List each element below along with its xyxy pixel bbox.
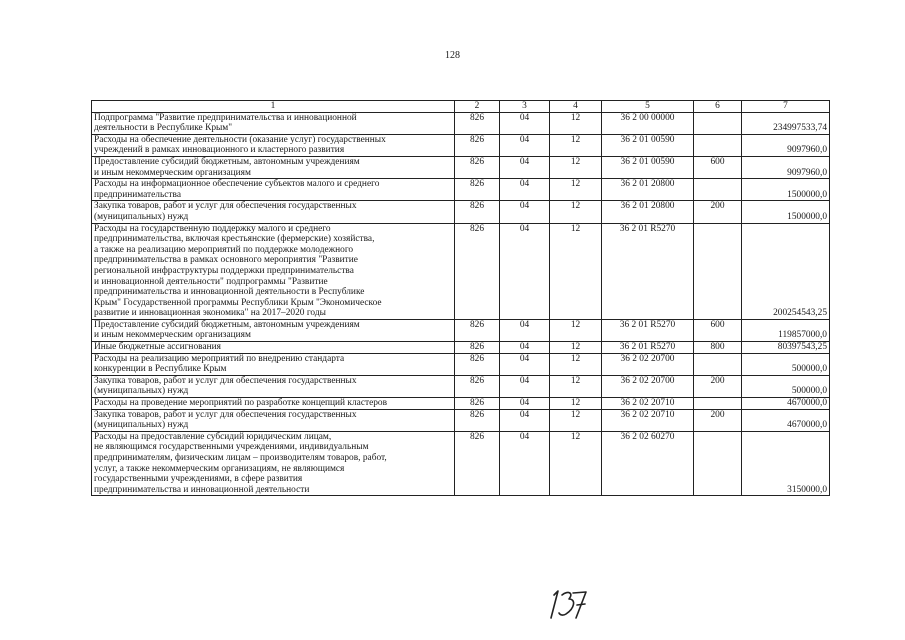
row-section-cell: 04 — [500, 223, 550, 319]
row-section-cell: 04 — [500, 398, 550, 410]
row-section-cell: 04 — [500, 342, 550, 354]
row-expense-type-cell: 200 — [694, 375, 742, 397]
row-section-cell: 04 — [500, 201, 550, 223]
row-expense-type-cell — [694, 353, 742, 375]
row-subsection-cell: 12 — [550, 201, 602, 223]
row-admin-code-cell: 826 — [455, 179, 500, 201]
row-amount-cell: 3150000,0 — [742, 431, 830, 496]
row-name-cell: Закупка товаров, работ и услуг для обеспечения государственных (муниципальных) нужд — [92, 375, 455, 397]
row-target-code-cell: 36 2 02 20700 — [602, 353, 694, 375]
row-name-cell: Расходы на информационное обеспечение субъектов малого и среднего предпринимательства — [92, 179, 455, 201]
row-expense-type-cell: 600 — [694, 156, 742, 178]
row-amount-cell: 234997533,74 — [742, 112, 830, 134]
header-cell: 2 — [455, 101, 500, 113]
table-row — [92, 375, 830, 397]
row-target-code-cell: 36 2 01 R5270 — [602, 319, 694, 341]
row-admin-code-cell: 826 — [455, 409, 500, 431]
header-cell: 5 — [602, 101, 694, 113]
header-cell: 6 — [694, 101, 742, 113]
table-row — [92, 201, 830, 223]
row-target-code-cell: 36 2 01 20800 — [602, 201, 694, 223]
row-section-cell: 04 — [500, 112, 550, 134]
row-admin-code-cell: 826 — [455, 398, 500, 410]
handwritten-page-mark — [548, 588, 592, 620]
header-cell: 7 — [742, 101, 830, 113]
row-target-code-cell: 36 2 02 20700 — [602, 375, 694, 397]
table-row — [92, 398, 830, 410]
row-subsection-cell: 12 — [550, 342, 602, 354]
table-header-row — [92, 101, 830, 113]
table-row — [92, 134, 830, 156]
row-name-cell: Предоставление субсидий бюджетным, автономным учреждениям и иным некоммерческим организациям — [92, 319, 455, 341]
row-amount-cell: 200254543,25 — [742, 223, 830, 319]
row-amount-cell: 4670000,0 — [742, 398, 830, 410]
row-target-code-cell: 36 2 00 00000 — [602, 112, 694, 134]
row-admin-code-cell: 826 — [455, 353, 500, 375]
row-admin-code-cell: 826 — [455, 223, 500, 319]
row-amount-cell: 9097960,0 — [742, 156, 830, 178]
row-section-cell: 04 — [500, 179, 550, 201]
row-subsection-cell: 12 — [550, 179, 602, 201]
row-amount-cell: 9097960,0 — [742, 134, 830, 156]
row-expense-type-cell: 200 — [694, 409, 742, 431]
row-subsection-cell: 12 — [550, 353, 602, 375]
row-subsection-cell: 12 — [550, 156, 602, 178]
row-expense-type-cell: 600 — [694, 319, 742, 341]
page-number: 128 — [445, 50, 460, 61]
row-subsection-cell: 12 — [550, 223, 602, 319]
row-name-cell: Закупка товаров, работ и услуг для обеспечения государственных (муниципальных) нужд — [92, 409, 455, 431]
row-amount-cell: 119857000,0 — [742, 319, 830, 341]
table-row — [92, 156, 830, 178]
header-cell: 4 — [550, 101, 602, 113]
row-subsection-cell: 12 — [550, 134, 602, 156]
row-admin-code-cell: 826 — [455, 201, 500, 223]
row-name-cell: Расходы на предоставление субсидий юридическим лицам, не являющимся государственными учреждениями, индивидуальным предпринимателям, физическим лицам – производителям товаров, работ, услуг, а также некоммерческим организациям, не являющимся государственными учреждениями, в сфере развития предпринимательства и инновационной деятельности — [92, 431, 455, 496]
row-amount-cell: 4670000,0 — [742, 409, 830, 431]
budget-table — [91, 100, 830, 496]
row-amount-cell: 1500000,0 — [742, 179, 830, 201]
row-section-cell: 04 — [500, 319, 550, 341]
row-admin-code-cell: 826 — [455, 134, 500, 156]
row-amount-cell: 500000,0 — [742, 375, 830, 397]
row-expense-type-cell — [694, 134, 742, 156]
row-target-code-cell: 36 2 01 R5270 — [602, 223, 694, 319]
row-expense-type-cell: 800 — [694, 342, 742, 354]
row-name-cell: Предоставление субсидий бюджетным, автономным учреждениям и иным некоммерческим организациям — [92, 156, 455, 178]
table-row — [92, 179, 830, 201]
row-expense-type-cell — [694, 431, 742, 496]
table-row — [92, 409, 830, 431]
row-target-code-cell: 36 2 01 R5270 — [602, 342, 694, 354]
row-admin-code-cell: 826 — [455, 342, 500, 354]
row-subsection-cell: 12 — [550, 319, 602, 341]
row-section-cell: 04 — [500, 134, 550, 156]
row-section-cell: 04 — [500, 431, 550, 496]
row-section-cell: 04 — [500, 353, 550, 375]
row-name-cell: Расходы на государственную поддержку малого и среднего предпринимательства, включая крестьянские (фермерские) хозяйства, а также на реализацию мероприятий по поддержке молодежного предпринимательства в рамках основного мероприятия "Развитие региональной инфраструктуры поддержки предпринимательства и инновационной деятельности" подпрограммы "Развитие предпринимательства и инновационной деятельности в Республике Крым" Государственной программы Республики Крым "Экономическое развитие и инновационная экономика" на 2017–2020 годы — [92, 223, 455, 319]
row-name-cell: Расходы на проведение мероприятий по разработке концепций кластеров — [92, 398, 455, 410]
row-target-code-cell: 36 2 01 00590 — [602, 156, 694, 178]
header-cell: 1 — [92, 101, 455, 113]
table-row — [92, 319, 830, 341]
header-cell: 3 — [500, 101, 550, 113]
row-name-cell: Подпрограмма "Развитие предпринимательства и инновационной деятельности в Республике Крым" — [92, 112, 455, 134]
row-admin-code-cell: 826 — [455, 319, 500, 341]
table-row — [92, 431, 830, 496]
row-expense-type-cell — [694, 112, 742, 134]
row-subsection-cell: 12 — [550, 431, 602, 496]
row-subsection-cell: 12 — [550, 375, 602, 397]
row-target-code-cell: 36 2 01 20800 — [602, 179, 694, 201]
row-name-cell: Закупка товаров, работ и услуг для обеспечения государственных (муниципальных) нужд — [92, 201, 455, 223]
row-admin-code-cell: 826 — [455, 112, 500, 134]
row-target-code-cell: 36 2 02 20710 — [602, 398, 694, 410]
row-expense-type-cell — [694, 179, 742, 201]
row-expense-type-cell: 200 — [694, 201, 742, 223]
table-row — [92, 353, 830, 375]
table-row — [92, 223, 830, 319]
row-target-code-cell: 36 2 02 20710 — [602, 409, 694, 431]
row-subsection-cell: 12 — [550, 409, 602, 431]
row-expense-type-cell — [694, 398, 742, 410]
row-amount-cell: 1500000,0 — [742, 201, 830, 223]
row-subsection-cell: 12 — [550, 398, 602, 410]
row-subsection-cell: 12 — [550, 112, 602, 134]
row-section-cell: 04 — [500, 409, 550, 431]
row-section-cell: 04 — [500, 156, 550, 178]
row-name-cell: Иные бюджетные ассигнования — [92, 342, 455, 354]
table-row — [92, 112, 830, 134]
row-admin-code-cell: 826 — [455, 431, 500, 496]
row-target-code-cell: 36 2 02 60270 — [602, 431, 694, 496]
row-target-code-cell: 36 2 01 00590 — [602, 134, 694, 156]
row-name-cell: Расходы на обеспечение деятельности (оказание услуг) государственных учреждений в рамках инновационного и кластерного развития — [92, 134, 455, 156]
row-admin-code-cell: 826 — [455, 156, 500, 178]
row-name-cell: Расходы на реализацию мероприятий по внедрению стандарта конкуренции в Республике Крым — [92, 353, 455, 375]
row-expense-type-cell — [694, 223, 742, 319]
row-section-cell: 04 — [500, 375, 550, 397]
row-admin-code-cell: 826 — [455, 375, 500, 397]
table-row — [92, 342, 830, 354]
row-amount-cell: 80397543,25 — [742, 342, 830, 354]
row-amount-cell: 500000,0 — [742, 353, 830, 375]
